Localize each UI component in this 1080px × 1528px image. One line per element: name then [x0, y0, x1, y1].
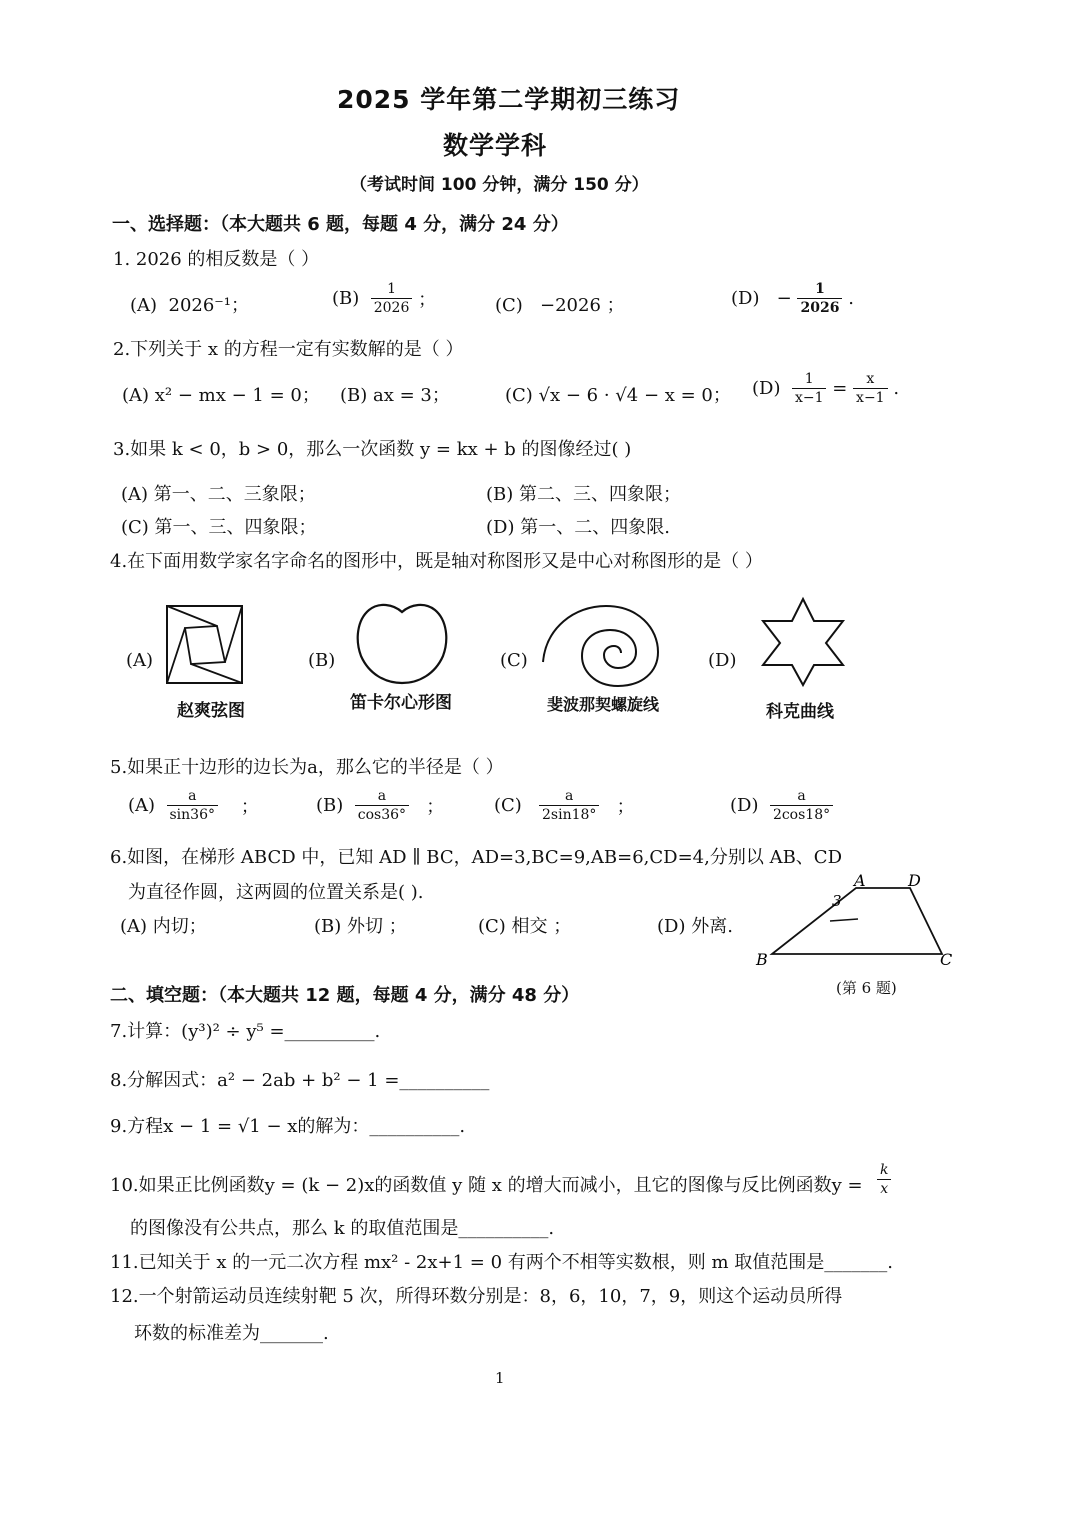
q6-option-a: (A) 内切；	[120, 916, 207, 937]
q4-option-a-label: (A)	[126, 650, 154, 671]
q6-option-b: (B) 外切 ；	[314, 916, 407, 937]
q3-option-d: (D) 第一、二、四象限.	[486, 517, 670, 538]
q1-option-d: (D) − $\frac{1}{2026}$ .	[731, 281, 854, 316]
q6-stem-line2: 为直径作圆，这两圆的位置关系是( ).	[128, 882, 424, 903]
koch-star-diagram	[758, 596, 848, 688]
vertex-c-label: C	[940, 950, 953, 969]
q10-line2: 的图像没有公共点，那么 k 的取值范围是__________.	[130, 1218, 555, 1239]
q12-line1: 12.一个射箭运动员连续射靶 5 次，所得环数分别是：8，6，10，7，9，则这个运动员所得	[110, 1286, 843, 1307]
vertex-a-label: A	[854, 871, 866, 890]
q5-option-b: (B) $\frac{a}{\cos 36^\circ}$ ；	[316, 788, 445, 823]
q4-option-b-label: (B)	[308, 650, 336, 671]
q10-line1: 10.如果正比例函数y = (k − 2)x的函数值 y 随 x 的增大而减小，且它的图像与反比例函数y =	[110, 1175, 863, 1196]
q7: 7.计算：(y³)² ÷ y⁵ =__________.	[110, 1021, 381, 1042]
q2-option-c: (C) √x − 6 · √4 − x = 0；	[505, 385, 731, 406]
q6-option-d: (D) 外离.	[657, 916, 733, 937]
exam-title: 2025 学年第二学期初三练习	[337, 85, 681, 114]
q5-option-c: (C) $\frac{a}{2\sin 18^\circ}$ ；	[494, 788, 635, 823]
q4-option-c-label: (C)	[500, 650, 528, 671]
q1-option-a: (A) 2026⁻¹；	[130, 295, 250, 316]
side-length-label: 3	[832, 892, 842, 910]
trapezoid-figure	[752, 868, 957, 972]
q5-option-a: (A) $\frac{a}{\sin 36^\circ}$ ；	[128, 788, 259, 823]
q11: 11.已知关于 x 的一元二次方程 mx² - 2x+1 = 0 有两个不相等实数根，则 m 取值范围是_______.	[110, 1252, 893, 1273]
q4-stem: 4.在下面用数学家名字命名的图形中，既是轴对称图形又是中心对称图形的是（ ）	[110, 551, 763, 572]
q2-option-d: (D) $\frac{1}{x-1}$ = $\frac{x}{x-1}$ .	[752, 371, 900, 406]
q6-stem-line1: 6.如图，在梯形 ABCD 中，已知 AD ∥ BC，AD=3,BC=9,AB=6,CD=4,分别以 AB、CD	[110, 847, 842, 868]
q3-option-a: (A) 第一、二、三象限；	[121, 484, 316, 505]
section1-heading: 一、选择题：（本大题共 6 题，每题 4 分，满分 24 分）	[112, 214, 569, 235]
subject-title: 数学学科	[443, 131, 548, 160]
q4-caption-b: 笛卡尔心形图	[350, 693, 452, 713]
q4-caption-c: 斐波那契螺旋线	[547, 695, 660, 714]
vertex-b-label: B	[756, 950, 768, 969]
vertex-d-label: D	[908, 871, 921, 890]
q4-caption-a: 赵爽弦图	[177, 701, 245, 721]
q3-stem: 3.如果 k < 0，b > 0，那么一次函数 y = kx + b 的图像经过( )	[113, 439, 632, 460]
exam-info: （考试时间 100 分钟，满分 150 分）	[350, 175, 649, 195]
q5-option-d: (D) $\frac{a}{2\cos 18^\circ}$	[730, 789, 833, 822]
q6-option-c: (C) 相交 ；	[478, 916, 572, 937]
q4-caption-d: 科克曲线	[766, 702, 834, 722]
page-number: 1	[495, 1369, 505, 1387]
fibonacci-spiral-diagram	[538, 600, 663, 688]
q2-option-b: (B) ax = 3；	[340, 385, 450, 406]
cardioid-diagram	[353, 600, 451, 686]
q10-fraction: $\frac{k}{x}$	[877, 1163, 891, 1196]
q9: 9.方程x − 1 = √1 − x的解为：__________.	[110, 1116, 466, 1137]
q6-figure-caption: (第 6 题)	[836, 979, 897, 997]
zhaoshuang-diagram	[165, 604, 245, 686]
q1-option-c: (C) −2026 ；	[495, 295, 625, 316]
q8: 8.分解因式：a² − 2ab + b² − 1 =__________	[110, 1070, 490, 1091]
section2-heading: 二、填空题：（本大题共 12 题，每题 4 分，满分 48 分）	[110, 985, 580, 1006]
q2-stem: 2.下列关于 x 的方程一定有实数解的是（ ）	[113, 339, 464, 360]
q2-option-a: (A) x² − mx − 1 = 0；	[122, 385, 320, 406]
q4-option-d-label: (D)	[708, 650, 737, 671]
q3-option-b: (B) 第二、三、四象限；	[486, 484, 681, 505]
q12-line2: 环数的标准差为_______.	[134, 1323, 329, 1344]
q1-option-b: (B) $\frac{1}{2026}$ ；	[332, 281, 437, 316]
q5-stem: 5.如果正十边形的边长为a，那么它的半径是（ ）	[110, 757, 504, 778]
q3-option-c: (C) 第一、三、四象限；	[121, 517, 317, 538]
q1-stem: 1. 2026 的相反数是（ ）	[113, 249, 320, 270]
